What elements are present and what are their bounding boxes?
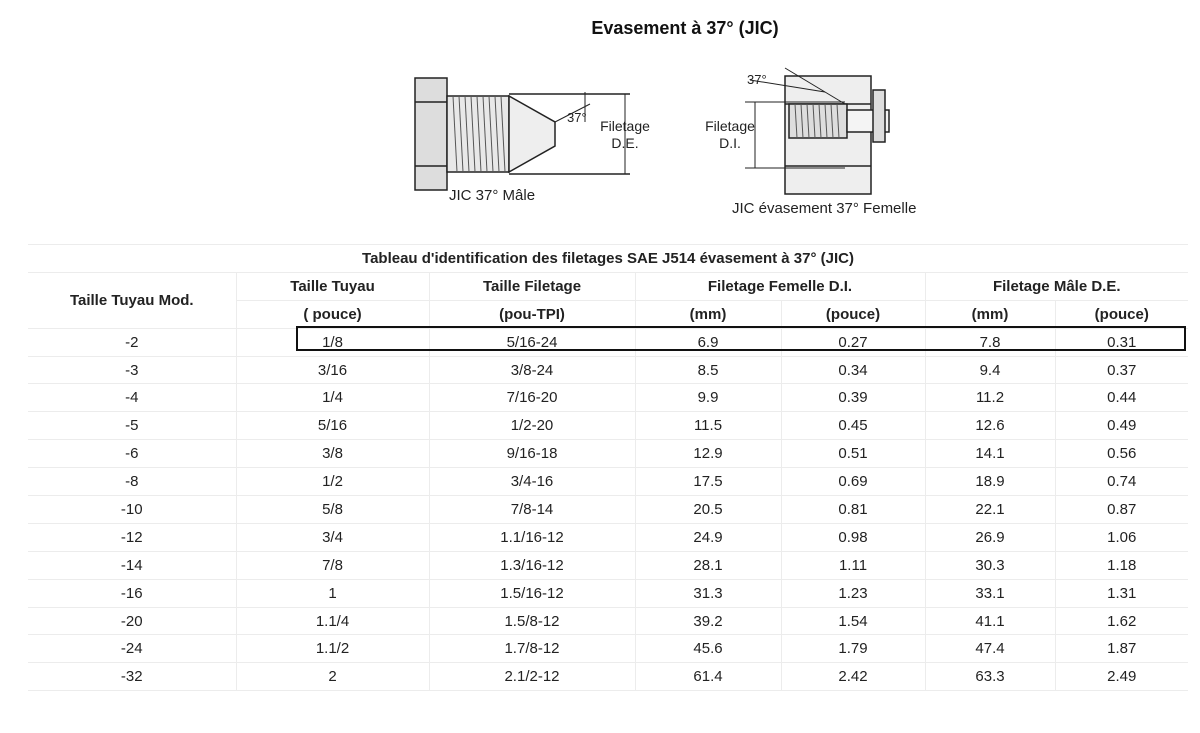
cell-femelle-pouce: 0.45 bbox=[781, 412, 925, 440]
cell-mod: -6 bbox=[28, 440, 236, 468]
female-thread-label-line2: D.I. bbox=[719, 135, 741, 151]
header-filetage-femelle: Filetage Femelle D.I. bbox=[635, 272, 925, 300]
female-fitting-label: JIC évasement 37° Femelle bbox=[732, 200, 917, 217]
cell-filetage: 7/16-20 bbox=[429, 384, 635, 412]
cell-femelle-mm: 24.9 bbox=[635, 523, 781, 551]
cell-mod: -8 bbox=[28, 468, 236, 496]
cell-femelle-pouce: 1.23 bbox=[781, 579, 925, 607]
cell-filetage: 2.1/2-12 bbox=[429, 663, 635, 691]
cell-male-pouce: 0.87 bbox=[1055, 496, 1188, 524]
cell-filetage: 1/2-20 bbox=[429, 412, 635, 440]
table-row bbox=[28, 551, 1188, 579]
cell-male-pouce: 0.37 bbox=[1055, 356, 1188, 384]
cell-male-pouce: 0.44 bbox=[1055, 384, 1188, 412]
table-row bbox=[28, 579, 1188, 607]
cell-femelle-mm: 6.9 bbox=[635, 328, 781, 356]
cell-mod: -3 bbox=[28, 356, 236, 384]
cell-male-mm: 33.1 bbox=[925, 579, 1055, 607]
cell-femelle-mm: 28.1 bbox=[635, 551, 781, 579]
cell-femelle-mm: 20.5 bbox=[635, 496, 781, 524]
female-thread-label-line1: Filetage bbox=[705, 118, 755, 134]
cell-male-pouce: 1.62 bbox=[1055, 607, 1188, 635]
table-row bbox=[28, 440, 1188, 468]
cell-male-mm: 47.4 bbox=[925, 635, 1055, 663]
jic-fittings-diagram bbox=[405, 62, 965, 227]
unit-male-mm: (mm) bbox=[925, 300, 1055, 328]
cell-mod: -4 bbox=[28, 384, 236, 412]
header-filetage-male: Filetage Mâle D.E. bbox=[925, 272, 1188, 300]
table-row bbox=[28, 635, 1188, 663]
thread-identification-table bbox=[28, 244, 1188, 691]
cell-femelle-mm: 45.6 bbox=[635, 635, 781, 663]
cell-male-mm: 14.1 bbox=[925, 440, 1055, 468]
cell-tuyau: 5/16 bbox=[236, 412, 429, 440]
cell-filetage: 3/4-16 bbox=[429, 468, 635, 496]
cell-tuyau: 7/8 bbox=[236, 551, 429, 579]
cell-mod: -14 bbox=[28, 551, 236, 579]
cell-filetage: 1.1/16-12 bbox=[429, 523, 635, 551]
table-caption: Tableau d'identification des filetages SAE J514 évasement à 37° (JIC) bbox=[28, 245, 1188, 273]
table-caption-row bbox=[28, 245, 1188, 273]
cell-mod: -20 bbox=[28, 607, 236, 635]
male-fitting-drawing bbox=[415, 78, 630, 190]
cell-femelle-mm: 8.5 bbox=[635, 356, 781, 384]
cell-tuyau: 1 bbox=[236, 579, 429, 607]
cell-femelle-pouce: 0.81 bbox=[781, 496, 925, 524]
cell-tuyau: 1/4 bbox=[236, 384, 429, 412]
cell-male-mm: 11.2 bbox=[925, 384, 1055, 412]
cell-femelle-mm: 11.5 bbox=[635, 412, 781, 440]
table-row bbox=[28, 607, 1188, 635]
cell-tuyau: 1/2 bbox=[236, 468, 429, 496]
unit-filetage: (pou-TPI) bbox=[429, 300, 635, 328]
cell-male-mm: 7.8 bbox=[925, 328, 1055, 356]
cell-femelle-pouce: 1.11 bbox=[781, 551, 925, 579]
cell-filetage: 1.5/16-12 bbox=[429, 579, 635, 607]
cell-filetage: 1.7/8-12 bbox=[429, 635, 635, 663]
cell-male-mm: 22.1 bbox=[925, 496, 1055, 524]
cell-tuyau: 1.1/4 bbox=[236, 607, 429, 635]
cell-femelle-mm: 39.2 bbox=[635, 607, 781, 635]
cell-mod: -10 bbox=[28, 496, 236, 524]
cell-mod: -16 bbox=[28, 579, 236, 607]
cell-femelle-pouce: 2.42 bbox=[781, 663, 925, 691]
header-taille-filetage: Taille Filetage bbox=[429, 272, 635, 300]
unit-tuyau: ( pouce) bbox=[236, 300, 429, 328]
unit-femelle-mm: (mm) bbox=[635, 300, 781, 328]
cell-tuyau: 3/8 bbox=[236, 440, 429, 468]
table-header-row bbox=[28, 272, 1188, 300]
cell-male-pouce: 1.06 bbox=[1055, 523, 1188, 551]
male-thread-label-line2: D.E. bbox=[611, 135, 639, 151]
cell-femelle-pouce: 0.27 bbox=[781, 328, 925, 356]
cell-femelle-pouce: 0.51 bbox=[781, 440, 925, 468]
table-row bbox=[28, 496, 1188, 524]
cell-femelle-pouce: 0.39 bbox=[781, 384, 925, 412]
cell-mod: -5 bbox=[28, 412, 236, 440]
cell-femelle-mm: 9.9 bbox=[635, 384, 781, 412]
table-row bbox=[28, 468, 1188, 496]
cell-male-mm: 26.9 bbox=[925, 523, 1055, 551]
cell-male-pouce: 1.31 bbox=[1055, 579, 1188, 607]
cell-femelle-pouce: 1.54 bbox=[781, 607, 925, 635]
header-taille-tuyau-mod: Taille Tuyau Mod. bbox=[28, 272, 236, 328]
cell-tuyau: 2 bbox=[236, 663, 429, 691]
cell-male-mm: 18.9 bbox=[925, 468, 1055, 496]
cell-male-pouce: 1.18 bbox=[1055, 551, 1188, 579]
cell-male-pouce: 0.74 bbox=[1055, 468, 1188, 496]
cell-male-pouce: 0.49 bbox=[1055, 412, 1188, 440]
table-row bbox=[28, 523, 1188, 551]
cell-femelle-pouce: 0.34 bbox=[781, 356, 925, 384]
unit-femelle-pouce: (pouce) bbox=[781, 300, 925, 328]
cell-male-pouce: 2.49 bbox=[1055, 663, 1188, 691]
table-row bbox=[28, 384, 1188, 412]
cell-filetage: 1.3/16-12 bbox=[429, 551, 635, 579]
cell-femelle-pouce: 1.79 bbox=[781, 635, 925, 663]
male-fitting-label: JIC 37° Mâle bbox=[449, 187, 536, 204]
cell-tuyau: 3/4 bbox=[236, 523, 429, 551]
cell-male-pouce: 0.31 bbox=[1055, 328, 1188, 356]
female-angle-label: 37° bbox=[747, 72, 767, 87]
table-row bbox=[28, 328, 1188, 356]
cell-male-pouce: 0.56 bbox=[1055, 440, 1188, 468]
cell-filetage: 3/8-24 bbox=[429, 356, 635, 384]
cell-tuyau: 1/8 bbox=[236, 328, 429, 356]
cell-filetage: 7/8-14 bbox=[429, 496, 635, 524]
cell-mod: -32 bbox=[28, 663, 236, 691]
cell-femelle-pouce: 0.98 bbox=[781, 523, 925, 551]
cell-femelle-mm: 12.9 bbox=[635, 440, 781, 468]
cell-filetage: 9/16-18 bbox=[429, 440, 635, 468]
cell-male-mm: 63.3 bbox=[925, 663, 1055, 691]
cell-tuyau: 1.1/2 bbox=[236, 635, 429, 663]
cell-male-mm: 30.3 bbox=[925, 551, 1055, 579]
cell-mod: -2 bbox=[28, 328, 236, 356]
cell-filetage: 5/16-24 bbox=[429, 328, 635, 356]
table-row bbox=[28, 356, 1188, 384]
cell-filetage: 1.5/8-12 bbox=[429, 607, 635, 635]
cell-femelle-mm: 31.3 bbox=[635, 579, 781, 607]
cell-mod: -24 bbox=[28, 635, 236, 663]
cell-male-pouce: 1.87 bbox=[1055, 635, 1188, 663]
cell-femelle-pouce: 0.69 bbox=[781, 468, 925, 496]
cell-male-mm: 41.1 bbox=[925, 607, 1055, 635]
table-row bbox=[28, 663, 1188, 691]
cell-male-mm: 9.4 bbox=[925, 356, 1055, 384]
cell-tuyau: 3/16 bbox=[236, 356, 429, 384]
unit-male-pouce: (pouce) bbox=[1055, 300, 1188, 328]
cell-femelle-mm: 61.4 bbox=[635, 663, 781, 691]
male-angle-label: 37° bbox=[567, 110, 587, 125]
cell-male-mm: 12.6 bbox=[925, 412, 1055, 440]
cell-mod: -12 bbox=[28, 523, 236, 551]
header-taille-tuyau: Taille Tuyau bbox=[236, 272, 429, 300]
table-body bbox=[28, 328, 1188, 691]
cell-tuyau: 5/8 bbox=[236, 496, 429, 524]
male-thread-label-line1: Filetage bbox=[600, 118, 650, 134]
cell-femelle-mm: 17.5 bbox=[635, 468, 781, 496]
table-row bbox=[28, 412, 1188, 440]
page-title: Evasement à 37° (JIC) bbox=[591, 18, 779, 38]
